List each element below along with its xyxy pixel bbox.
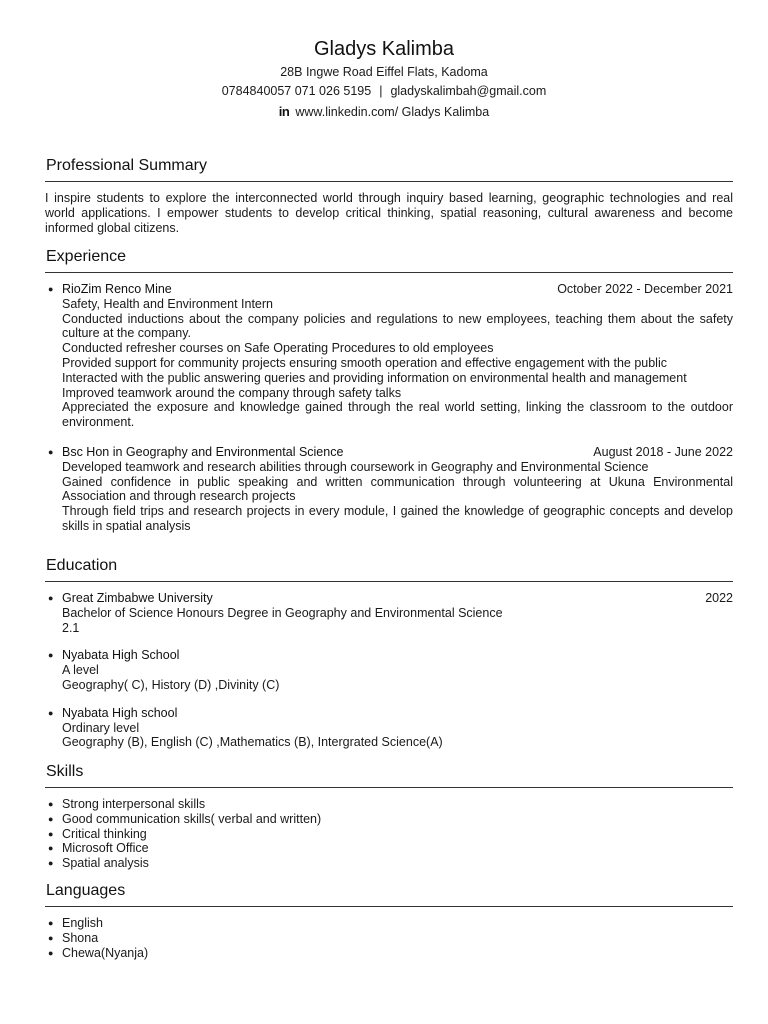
education-school: Nyabata High school [62, 705, 178, 720]
skills-item [45, 827, 733, 842]
education-section [45, 556, 733, 750]
bullet-icon: ● [48, 813, 54, 824]
bullet-icon: ● [48, 650, 54, 661]
separator: | [379, 84, 383, 98]
education-detail: 2.1 [62, 620, 80, 635]
experience-detail: Conducted inductions about the company policies and regulations to new employees, teaching them about the safety culture at the company. [62, 311, 733, 341]
phone-numbers: 0784840057 071 026 5195 [221, 84, 372, 98]
experience-detail: Appreciated the exposure and knowledge gained through the real world setting, linking the classroom to the outdoor environment. [62, 400, 733, 430]
experience-dates: August 2018 - June 2022 [593, 444, 733, 459]
skills-section [45, 762, 733, 871]
experience-heading: Experience [45, 247, 733, 273]
skills-item [45, 797, 733, 812]
skills-heading: Skills [45, 762, 733, 788]
languages-item-label: Shona [62, 930, 99, 945]
entry-header [62, 282, 733, 297]
linkedin-icon: in [278, 104, 290, 119]
bullet-icon: ● [48, 932, 54, 943]
resume-header [0, 0, 768, 120]
education-school: Great Zimbabwe University [62, 591, 213, 605]
experience-detail: Conducted refresher courses on Safe Operating Procedures to old employees [62, 341, 494, 356]
experience-list [45, 282, 733, 534]
experience-detail: Safety, Health and Environment Intern [62, 296, 273, 311]
skills-item-label: Spatial analysis [62, 856, 149, 871]
entry-header [62, 445, 733, 460]
experience-entry [45, 445, 733, 534]
email-address: gladyskalimbah@gmail.com [390, 84, 547, 98]
skills-item-label: Strong interpersonal skills [62, 797, 206, 811]
education-detail: Geography (B), English (C) ,Mathematics (B), Intergrated Science(A) [62, 735, 443, 750]
experience-detail: Provided support for community projects ensuring smooth operation and effective engagement with the public [62, 355, 667, 370]
education-heading: Education [45, 556, 733, 582]
linkedin-url: www.linkedin.com/ Gladys Kalimba [295, 105, 490, 119]
bullet-icon: ● [48, 446, 54, 457]
entry-header [62, 648, 733, 663]
experience-detail: Improved teamwork around the company through safety talks [62, 385, 402, 400]
bullet-icon: ● [48, 828, 54, 839]
education-detail: Bachelor of Science Honours Degree in Geography and Environmental Science [62, 605, 503, 620]
bullet-icon: ● [48, 947, 54, 958]
summary-section [45, 156, 733, 235]
experience-org: Bsc Hon in Geography and Environmental Science [62, 444, 344, 459]
bullet-icon: ● [48, 284, 54, 294]
education-entry [45, 706, 733, 750]
skills-item [45, 856, 733, 871]
skills-item-label: Microsoft Office [62, 841, 149, 856]
experience-detail: Through field trips and research projects in every module, I gained the knowledge of geographic concepts and develop skills in spatial analysis [62, 504, 733, 533]
skills-item-label: Critical thinking [62, 826, 147, 841]
bullet-icon: ● [48, 843, 54, 854]
education-year: 2022 [705, 591, 733, 605]
experience-detail: Gained confidence in public speaking and written communication through volunteering at Ukuna Environmental Association and through research projects [62, 474, 733, 504]
contact-line [0, 83, 768, 99]
bullet-icon: ● [48, 799, 54, 809]
summary-heading: Professional Summary [45, 156, 733, 182]
languages-item [45, 931, 733, 946]
education-detail: Ordinary level [62, 720, 140, 735]
education-detail: A level [62, 663, 99, 678]
education-school: Nyabata High School [62, 648, 180, 663]
bullet-icon: ● [48, 858, 54, 869]
languages-list [45, 916, 733, 960]
experience-detail: Interacted with the public answering queries and providing information on environmental health and management [62, 370, 687, 385]
experience-dates: October 2022 - December 2021 [557, 282, 733, 296]
entry-header [62, 591, 733, 606]
languages-item [45, 946, 733, 961]
education-detail: Geography( C), History (D) ,Divinity (C) [62, 677, 280, 692]
experience-detail: Developed teamwork and research abilities through coursework in Geography and Environmental Science [62, 459, 649, 474]
experience-entry [45, 282, 733, 430]
bullet-icon: ● [48, 593, 54, 603]
languages-item-label: English [62, 916, 103, 930]
education-entry [45, 648, 733, 692]
bullet-icon: ● [48, 918, 54, 928]
experience-section [45, 247, 733, 534]
languages-section [45, 881, 733, 960]
entry-header [62, 706, 733, 721]
skills-item-label: Good communication skills( verbal and written) [62, 811, 322, 826]
experience-org: RioZim Renco Mine [62, 282, 172, 296]
skills-list [45, 797, 733, 871]
linkedin-row [0, 104, 768, 120]
summary-text: I inspire students to explore the interconnected world through inquiry based learning, geographic technologies and real world applications. I empower students to develop critical thinking, spatial reasoning, cultural awareness and become informed global citizens. [45, 191, 733, 235]
languages-item [45, 916, 733, 931]
education-entry [45, 591, 733, 635]
candidate-name: Gladys Kalimba [313, 38, 455, 60]
education-list [45, 591, 733, 750]
skills-item [45, 841, 733, 856]
bullet-icon: ● [48, 707, 54, 718]
languages-item-label: Chewa(Nyanja) [62, 945, 149, 960]
address: 28B Ingwe Road Eiffel Flats, Kadoma [280, 65, 488, 79]
skills-item [45, 812, 733, 827]
languages-heading: Languages [45, 881, 733, 907]
